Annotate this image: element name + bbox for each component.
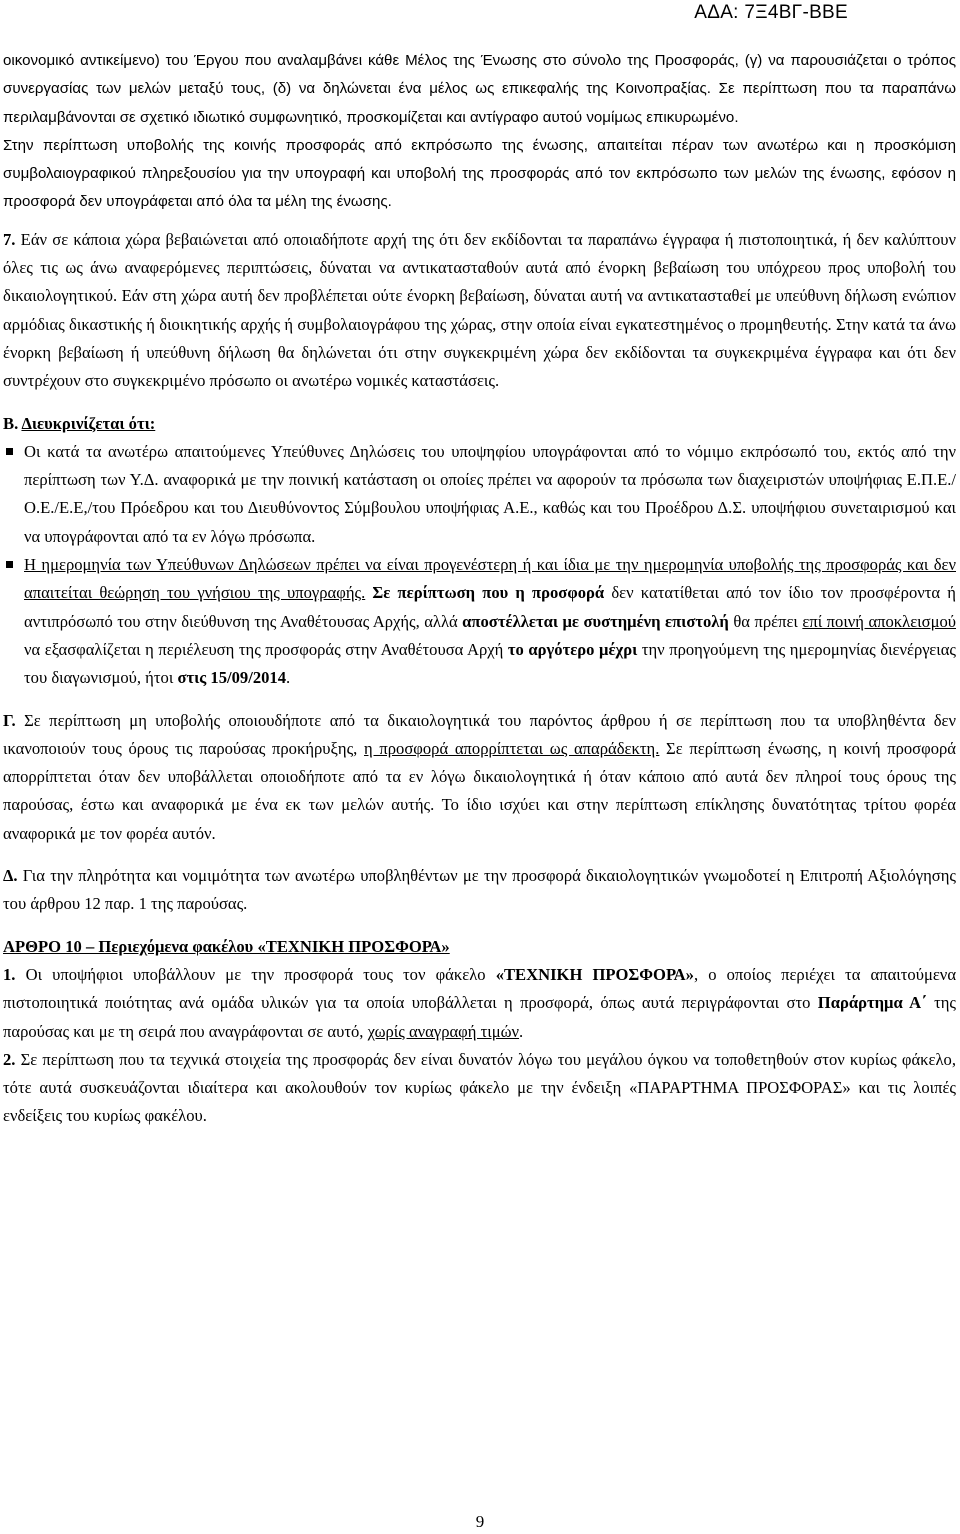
- item-7-paragraph: [3, 226, 956, 396]
- bold-text: το αργότερο μέχρι: [507, 639, 638, 659]
- paragraph-number: 1.: [3, 964, 16, 984]
- section-g-paragraph: Γ. Σε περίπτωση μη υποβολής οποιουδήποτε από τα δικαιολογητικά του παρόντος άρθρου ή σε περίπτωση που τα υποβληθέντα δεν ικανοποιούν τους όρους τις παρούσας προκήρυξης, η προσφορά απορρίπτεται ως απαράδεκτη. Σε περίπτωση ένωσης, η κοινή προσφορά απορρίπτεται όταν δεν υποβάλλεται οποιοδήποτε από τα εν λόγω δικαιολογητικά ή όταν κάποιο από αυτά δεν πληροί τους όρους της παρούσας, έστω και αναφορικά με ένα εκ των μελών αυτής. Το ίδιο ισχύει και στην περίπτωση επίκλησης δυνατότητας τρίτου φορέα αναφορικά με τον φορέα αυτόν.: [3, 710, 956, 843]
- bold-text: Σε περίπτωση που η προσφορά: [372, 583, 605, 603]
- item-7-text: Εάν σε κάποια χώρα βεβαιώνεται από οποιαδήποτε αρχή της ότι δεν εκδίδονται τα παραπάνω έγγραφα ή πιστοποιητικά, ή δεν καλύπτουν όλες τις ως άνω αναφερόμενες περιπτώσεις, δύναται να αντικατασταθούν αυτά από ένορκη βεβαίωση του υπόχρεου προς υποβολή του δικαιολογητικού. Εάν στη χώρα αυτή δεν προβλέπεται ούτε ένορκη βεβαίωση, δύναται αυτή να αντικατασταθεί με υπεύθυνη δήλωση ενώπιον αρμόδιας δικαστικής ή διοικητικής αρχής ή συμβολαιογράφου της χώρας, στην οποία είναι εγκατεστημένος ο προμηθευτής. Στην κατά τα άνω ένορκη βεβαίωση ή υπεύθυνη δήλωση θα δηλώνεται ότι στην συγκεκριμένη χώρα δεν εκδίδονται τα συγκεκριμένα έγγραφα και ότι δεν συντρέχουν στο συγκεκριμένο πρόσωπο οι ανωτέρω νομικές καταστάσεις.: [3, 229, 956, 391]
- paragraph-number: 2.: [3, 1049, 16, 1069]
- deadline-date: στις 15/09/2014: [177, 668, 287, 688]
- bullet-item: [3, 438, 956, 551]
- date-requirement-text: Η ημερομηνία των Υπεύθυνων Δηλώσεων πρέπει να είναι προγενέστερη ή και ίδια με την ημερομηνία υποβολής της προσφοράς και δεν απαιτείται θεώρηση του γνήσιου της υπογραφής.: [24, 555, 956, 603]
- section-d-paragraph: Δ. Για την πληρότητα και νομιμότητα των ανωτέρω υποβληθέντων με την προσφορά δικαιολογητικών γνωμοδοτεί η Επιτροπή Αξιολόγησης του άρθρου 12 παρ. 1 της παρούσας.: [3, 866, 956, 914]
- article-10-paragraph-2: 2. Σε περίπτωση που τα τεχνικά στοιχεία της προσφοράς δεν είναι δυνατόν λόγω του μεγάλου όγκου να τοποθετηθούν στον κυρίως φάκελο, τότε αυτά συσκευάζονται ιδιαίτερα και ακολουθούν τον κυρίως φάκελο με την ένδειξη «ΠΑΡΑΡΤΗΜΑ ΠΡΟΣΦΟΡΑΣ» και τις λοιπές ενδείξεις του κυρίως φακέλου.: [3, 1049, 956, 1126]
- bold-text: «ΤΕΧΝΙΚΗ ΠΡΟΣΦΟΡΑ»: [495, 964, 694, 984]
- square-bullet-icon: [6, 448, 13, 455]
- bold-text: Παράρτημα Α΄: [817, 993, 927, 1013]
- ada-code: ΑΔΑ: 7Ξ4ΒΓ-ΒΒΕ: [694, 2, 848, 23]
- section-d-letter: Δ.: [3, 866, 18, 886]
- bullet-1-text: Οι κατά τα ανωτέρω απαιτούμενες Υπεύθυνες Δηλώσεις του υποψηφίου υπογράφονται από το νόμιμο εκπρόσωπό του, εκτός από την περίπτωση των Υ.Δ. αναφορικά με την ποινική κατάσταση οι οποίες πρέπει να αφορούν τα πρόσωπα των διαχειριστών υποψήφιας Ε.Π.Ε./Ο.Ε./Ε.Ε,/του Πρόεδρου και του Διευθύνοντος Σύμβουλου υποψήφιας Α.Ε., καθώς και του Προέδρου Δ.Σ. υποψήφιου συνεταιρισμού και να υπογράφονται από τα εν λόγω πρόσωπα.: [24, 441, 956, 546]
- article-10-heading: [3, 933, 956, 961]
- document-page: [3, 47, 956, 1131]
- section-b-title: Διευκρινίζεται ότι:: [21, 413, 156, 433]
- section-b-letter: Β.: [3, 413, 22, 433]
- rejection-text: η προσφορά απορρίπτεται ως απαράδεκτη.: [364, 738, 660, 758]
- article-10-paragraph-1: 1. Οι υποψήφιοι υποβάλλουν με την προσφορά τους τον φάκελο «ΤΕΧΝΙΚΗ ΠΡΟΣΦΟΡΑ», ο οποίος περιέχει τα απαιτούμενα πιστοποιητικά ποιότητας ανά ομάδα υλικών για τα οποία υποβάλλεται η προσφορά, όπως αυτά περιγράφονται στο Παράρτημα Α΄ της παρούσας και με τη σειρά που αναγράφονται σε αυτό, χωρίς αναγραφή τιμών.: [3, 964, 957, 1041]
- underlined-text: χωρίς αναγραφή τιμών: [367, 1021, 520, 1041]
- section-b-heading: [3, 410, 956, 438]
- item-7-number: 7.: [3, 229, 16, 249]
- bullet-item: Η ημερομηνία των Υπεύθυνων Δηλώσεων πρέπει να είναι προγενέστερη ή και ίδια με την ημερομηνία υποβολής της προσφοράς και δεν απαιτείται θεώρηση του γνήσιου της υπογραφής. Σε περίπτωση που η προσφορά δεν κατατίθεται από τον ίδιο τον προσφέροντα ή αντιπρόσωπό του στην διεύθυνση της Αναθέτουσας Αρχής, αλλά αποστέλλεται με συστημένη επιστολή θα πρέπει επί ποινή αποκλεισμού να εξασφαλίζεται η περιέλευση της προσφοράς στην Αναθέτουσα Αρχή το αργότερο μέχρι την προηγούμενη της ημερομηνίας διενέργειας του διαγωνισμού, ήτοι στις 15/09/2014.: [3, 551, 956, 692]
- exclusion-text: επί ποινή αποκλεισμού: [802, 611, 957, 631]
- intro-paragraph: οικονομικό αντικείμενο) του Έργου που αναλαμβάνει κάθε Μέλος της Ένωσης στο σύνολο της Προσφοράς, (γ) να παρουσιάζεται ο τρόπος συνεργασίας των μελών μεταξύ τους, (δ) να δηλώνεται ένα μέλος ως επικεφαλής της Κοινοπραξίας. Σε περίπτωση που τα παραπάνω περιλαμβάνονται σε σχετικό ιδιωτικό συμφωνητικό, προσκομίζεται και αντίγραφο αυτού νομίμως επικυρωμένο.: [3, 52, 956, 126]
- bold-text: αποστέλλεται με συστημένη επιστολή: [462, 611, 729, 631]
- square-bullet-icon: [6, 561, 13, 568]
- section-g-letter: Γ.: [3, 710, 16, 730]
- page-number: 9: [475, 1512, 485, 1531]
- representative-paragraph: Στην περίπτωση υποβολής της κοινής προσφοράς από εκπρόσωπο της ένωσης, απαιτείται πέραν των ανωτέρω και η προσκόμιση συμβολαιογραφικού πληρεξουσίου για την υπογραφή και υποβολή της προσφοράς από τον εκπρόσωπο των μελών της ένωσης, εφόσον η προσφορά δεν υπογράφεται από όλα τα μέλη της ένωσης.: [3, 136, 956, 211]
- article-10-title: ΑΡΘΡΟ 10 – Περιεχόμενα φακέλου «ΤΕΧΝΙΚΗ ΠΡΟΣΦΟΡΑ»: [3, 936, 450, 956]
